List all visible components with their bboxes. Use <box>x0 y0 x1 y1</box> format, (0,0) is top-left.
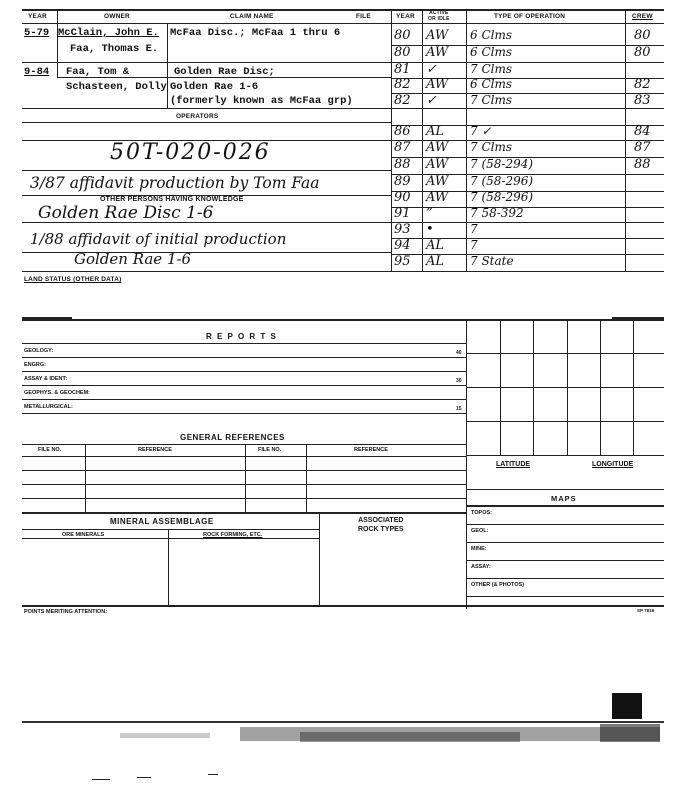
activity-type: 6 Clms <box>470 45 513 59</box>
header-active-idle: ACTIVE OR IDLE <box>428 10 450 22</box>
maps-row-label: ASSAY: <box>471 564 491 570</box>
activity-status: AL <box>426 238 445 253</box>
activity-year: 80 <box>394 45 411 60</box>
activity-status: AW <box>426 140 449 155</box>
affidavit-initial-production-note: 1/88 affidavit of initial production <box>30 230 287 248</box>
report-row-label: METALLURGICAL: <box>24 404 73 410</box>
activity-type: 6 Clms <box>470 28 513 42</box>
activity-type: 7 (58-294) <box>470 157 534 171</box>
gr-file-no-2: FILE NO. <box>258 447 282 453</box>
land-status-label: LAND STATUS (OTHER DATA) <box>24 276 122 283</box>
affidavit-production-note: 3/87 affidavit production by Tom Faa <box>30 174 320 192</box>
affidavit-initial-production-claims: Golden Rae 1-6 <box>74 250 192 268</box>
report-row-number: 15 <box>456 406 462 412</box>
activity-crew: 80 <box>634 45 651 60</box>
header-year: YEAR <box>28 13 47 20</box>
activity-year: 94 <box>394 238 411 253</box>
activity-crew: 88 <box>634 157 651 172</box>
owner-row-3-year: 9-84 <box>24 66 50 78</box>
owner-row-3-claim: Golden Rae Disc; <box>174 66 275 78</box>
activity-year: 87 <box>394 140 411 155</box>
activity-crew: 87 <box>634 140 651 155</box>
header-file: FILE <box>356 13 371 20</box>
gr-file-no-1: FILE NO. <box>38 447 62 453</box>
activity-crew: 82 <box>634 77 651 92</box>
activity-year: 88 <box>394 157 411 172</box>
header-crew: CREW <box>632 13 653 20</box>
activity-year: 89 <box>394 174 411 189</box>
activity-crew: 84 <box>634 124 651 139</box>
activity-crew: 83 <box>634 93 651 108</box>
maps-title: MAPS <box>551 494 577 503</box>
activity-type: 7 ✓ <box>470 124 492 138</box>
mineral-assemblage-title: MINERAL ASSEMBLAGE <box>110 517 214 526</box>
report-row-number: 30 <box>456 378 462 384</box>
header-claim-name: CLAIM NAME <box>230 13 274 20</box>
activity-status: AW <box>426 77 449 92</box>
operators-label: OPERATORS <box>176 113 219 120</box>
owner-row-1-owner: McClain, John E. <box>58 27 159 39</box>
report-row-label: GEOLOGY: <box>24 348 54 354</box>
activity-year: 80 <box>394 28 411 43</box>
activity-type: 7 <box>470 222 478 236</box>
owner-row-1-year: 5-79 <box>24 27 50 39</box>
activity-status: AW <box>426 190 449 205</box>
activity-status: AW <box>426 45 449 60</box>
gr-reference-2: REFERENCE <box>354 447 388 453</box>
activity-status: AL <box>426 254 445 269</box>
activity-type: 7 <box>470 238 478 252</box>
owner-row-2-owner: Faa, Thomas E. <box>70 43 159 55</box>
latitude-label: LATITUDE <box>496 461 531 468</box>
activity-year: 82 <box>394 93 411 108</box>
report-row-label: ASSAY & IDENT: <box>24 376 68 382</box>
activity-status: AW <box>426 28 449 43</box>
maps-row-label: TOPOS: <box>471 510 492 516</box>
maps-row-label: GEOL: <box>471 528 489 534</box>
activity-type: 6 Clms <box>470 77 513 91</box>
activity-type: 7 (58-296) <box>470 174 534 188</box>
maps-row-label: MINE: <box>471 546 487 552</box>
form-code: SP 7818 <box>637 608 655 613</box>
activity-type: 7 58-392 <box>470 206 524 220</box>
activity-status: ” <box>426 206 433 221</box>
activity-status: AW <box>426 157 449 172</box>
activity-year: 91 <box>394 206 411 221</box>
activity-status: AL <box>426 124 445 139</box>
report-row-number: 40 <box>456 350 462 356</box>
rock-forming-label: ROCK FORMING, ETC. <box>203 532 263 538</box>
activity-year: 93 <box>394 222 411 237</box>
activity-crew: 80 <box>634 28 651 43</box>
header-year-2: YEAR <box>396 13 415 20</box>
activity-status: • <box>426 222 434 237</box>
activity-year: 90 <box>394 190 411 205</box>
gr-reference-1: REFERENCE <box>138 447 172 453</box>
activity-type: 7 Clms <box>470 93 513 107</box>
report-row-label: ENGRG: <box>24 362 46 368</box>
activity-year: 82 <box>394 77 411 92</box>
ore-minerals-label: ORE MINERALS <box>62 532 105 538</box>
points-meriting-attention-label: POINTS MERITING ATTENTION: <box>24 609 108 615</box>
owner-row-1-claim: McFaa Disc.; McFaa 1 thru 6 <box>170 27 341 39</box>
activity-status: ✓ <box>426 62 437 77</box>
activity-status: ✓ <box>426 93 437 108</box>
owner-row-4-owner: Schasteen, Dolly <box>66 81 167 93</box>
activity-year: 81 <box>394 62 411 77</box>
activity-year: 86 <box>394 124 411 139</box>
header-type-of-operation: TYPE OF OPERATION <box>494 13 566 20</box>
activity-type: 7 (58-296) <box>470 190 534 204</box>
activity-status: AW <box>426 174 449 189</box>
owner-row-4-claim: Golden Rae 1-6 <box>170 81 259 93</box>
other-persons-value: Golden Rae Disc 1-6 <box>38 203 214 223</box>
activity-type: 7 Clms <box>470 140 513 154</box>
general-references-title: GENERAL REFERENCES <box>180 433 285 442</box>
reports-title: R E P O R T S <box>206 332 278 341</box>
activity-type: 7 State <box>470 254 514 268</box>
report-row-label: GEOPHYS. & GEOCHEM: <box>24 390 91 396</box>
operators-value: 50T-020-026 <box>110 140 271 165</box>
associated-rock-types-label: ASSOCIATED ROCK TYPES <box>358 517 404 533</box>
maps-row-label: OTHER (& PHOTOS) <box>471 582 525 588</box>
activity-type: 7 Clms <box>470 62 513 76</box>
owner-row-3-owner: Faa, Tom & <box>66 66 130 78</box>
owner-row-5-claim: (formerly known as McFaa grp) <box>170 95 353 107</box>
other-persons-label: OTHER PERSONS HAVING KNOWLEDGE <box>100 196 244 203</box>
activity-year: 95 <box>394 254 411 269</box>
longitude-label: LONGITUDE <box>592 461 634 468</box>
header-owner: OWNER <box>104 13 130 20</box>
